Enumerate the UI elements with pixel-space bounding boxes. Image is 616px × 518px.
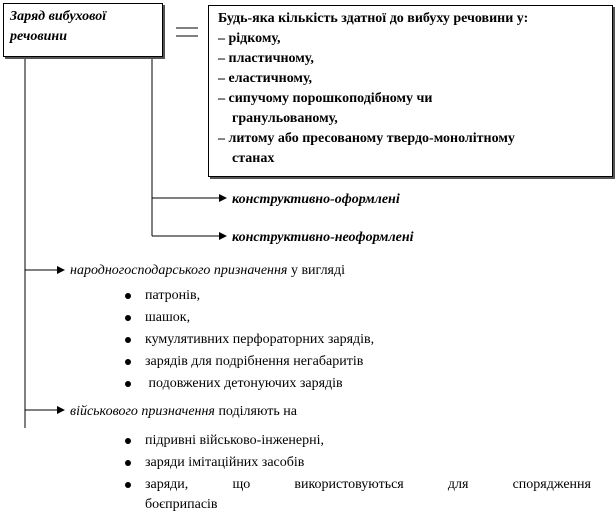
branch-label-formed: конструктивно-оформлені: [232, 192, 400, 207]
list-item: зарядів для подрібнення негабаритів: [145, 354, 364, 369]
bullet-icon: [125, 381, 131, 387]
description-item: – сипучому порошкоподібному чи: [218, 91, 433, 106]
bullet-icon: [125, 337, 131, 343]
description-item: – литому або пресованому твердо-монолітному: [218, 131, 515, 146]
section1-heading: [70, 261, 345, 281]
list-item-justified: [145, 474, 591, 496]
justified-word: використовуються: [294, 477, 404, 492]
bullet-icon: [125, 460, 131, 466]
list-item-continuation: боєприпасів: [145, 497, 218, 512]
section2-heading-rest: поділяють на: [214, 404, 297, 419]
list-item: заряди імітаційних засобів: [145, 455, 305, 470]
list-item: кумулятивних перфораторних зарядів,: [145, 332, 375, 347]
section1-heading-italic: народногосподарського призначення: [70, 263, 288, 278]
section1-heading-rest: у вигляді: [287, 263, 346, 278]
bullet-icon: [125, 315, 131, 321]
list-item: подовжених детонуючих зарядів: [145, 376, 343, 391]
root-box-label: [10, 7, 160, 47]
bullet-icon: [125, 359, 131, 365]
description-title: Будь-яка кількість здатної до вибуху речовини у:: [218, 11, 529, 26]
description-item: – пластичному,: [218, 51, 314, 66]
list-item: патронів,: [145, 288, 201, 303]
description-item: станах: [232, 151, 275, 166]
justified-word: заряди,: [145, 477, 189, 492]
section2-heading: [70, 402, 297, 422]
description-item: – рідкому,: [218, 31, 281, 46]
description-item: гранульованому,: [232, 111, 338, 126]
bullet-icon: [125, 482, 131, 488]
justified-word: спорядження: [512, 477, 591, 492]
root-box-line2: речовини: [10, 29, 67, 44]
justified-word: для: [447, 477, 469, 492]
branch-label-unformed: конструктивно-неоформлені: [232, 230, 414, 245]
bullet-icon: [125, 438, 131, 444]
bullet-icon: [125, 293, 131, 299]
section2-heading-italic: військового призначення: [70, 404, 215, 419]
list-item: шашок,: [145, 310, 191, 325]
list-item: підривні військово-інженерні,: [145, 433, 325, 448]
root-box-line1: Заряд вибухової: [10, 9, 107, 24]
description-item: – еластичному,: [218, 71, 313, 86]
justified-word: що: [232, 477, 251, 492]
